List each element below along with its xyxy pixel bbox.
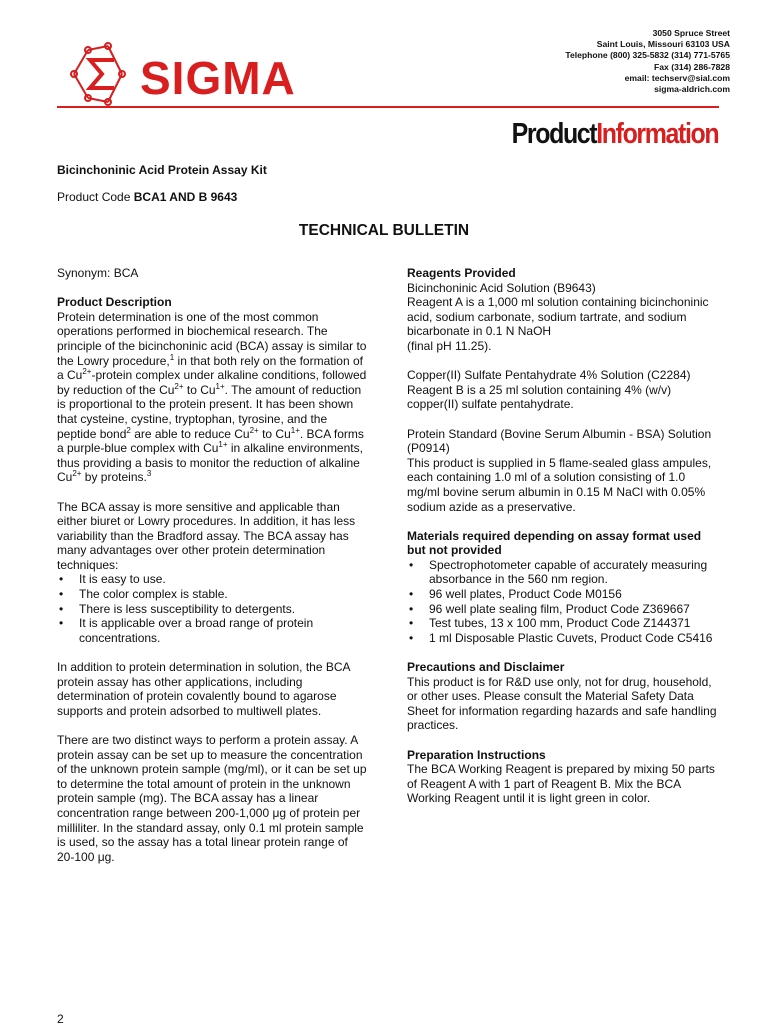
address-line: Saint Louis, Missouri 63103 USA xyxy=(596,39,730,50)
left-column xyxy=(57,266,367,879)
precautions-text: This product is for R&D use only, not for drug, household, or other uses. Please consult the Material Safety Data Sheet for information regarding hazards and safe handling practices. xyxy=(407,674,717,733)
header-divider xyxy=(57,106,719,108)
protein-standard-block: Protein Standard (Bovine Serum Albumin - BSA) Solution (P0914) This product is supplied in 5 flame-sealed glass ampules, each containing 1.0 ml of a solution consisting of 1.0 mg/ml bovine serum albumin in 0.15 M NaCl with 0.05% sodium azide as a preservative. xyxy=(407,426,712,514)
list-item: • 96 well plate sealing film, Product Code Z369667 xyxy=(407,602,719,617)
product-description-text: Protein determination is one of the most common operations performed in biochemical research. The principle of the bicinchoninic acid (BCA) assay is similar to the Lowry procedure,$^1$ in that both rely on the formation of a $Cu^{2+}$-protein complex under alkaline conditions, followed by reduction of the $Cu^{2+}$ to $Cu^{1+}$. The amount of reduction is proportional to the protein present. It has been shown that cysteine, cystine, tryptophan, tyrosine, and the peptide bond$^2$ are able to reduce $Cu^{2+}$ to $Cu^{1+}$. BCA forms a purple-blue complex with $Cu^{1+}$ in alkaline environments, thus providing a basis to monitor the reduction of alkaline $Cu^{2+}$ by proteins.$^3$ xyxy=(57,309,367,485)
sigma-logo xyxy=(68,40,368,110)
right-column xyxy=(407,266,719,821)
list-item: • Test tubes, 13 x 100 mm, Product Code Z144371 xyxy=(407,616,719,631)
list-item: • It is applicable over a broad range of protein concentrations. xyxy=(57,616,367,645)
materials-list xyxy=(407,558,719,646)
brand-wordmark: SIGMA xyxy=(140,52,296,104)
list-item: • 96 well plates, Product Code M0156 xyxy=(407,587,719,602)
materials-heading: Materials required depending on assay format used but not provided xyxy=(407,528,702,558)
bca-solution-block: Bicinchoninic Acid Solution (B9643) Reagent A is a 1,000 ml solution containing bicinchoninic acid, sodium carbonate, sodium tartrate, and sodium bicarbonate in 0.1 N NaOH (final pH 11.25). xyxy=(407,280,709,353)
product-code: Product Code BCA1 AND B 9643 xyxy=(57,190,238,204)
product-information-banner: ProductInformation xyxy=(511,118,718,150)
kit-title: Bicinchoninic Acid Protein Assay Kit xyxy=(57,163,267,177)
address-line: 3050 Spruce Street xyxy=(652,28,730,38)
address-line: Fax (314) 286-7828 xyxy=(654,61,730,72)
list-item: • There is less susceptibility to detergents. xyxy=(57,602,367,617)
assay-types-paragraph: There are two distinct ways to perform a protein assay. A protein assay can be set up to measure the concentration of the unknown protein sample (mg/ml), or it can be set up to determine the total amount of protein in the unknown protein sample (mg). The BCA assay has a linear concentration range between 200-1,000 μg of protein per milliliter. In the standard assay, only 0.1 ml protein sample is used, so the assay has a total linear protein range of 20-100 μg. xyxy=(57,733,367,864)
applications-paragraph: In addition to protein determination in solution, the BCA protein assay has other applications, including determination of protein covalently bound to agarose supports and protein adsorbed to multiwell plates. xyxy=(57,660,350,718)
page-number: 2 xyxy=(57,1012,64,1026)
product-description-heading: Product Description xyxy=(57,295,172,310)
address-line: Telephone (800) 325-5832 (314) 771-5765 xyxy=(565,50,730,61)
address-line: sigma-aldrich.com xyxy=(654,84,730,95)
copper-sulfate-block: Copper(II) Sulfate Pentahydrate 4% Solution (C2284) Reagent B is a 25 ml solution containing 4% (w/v) copper(II) sulfate pentahydrate. xyxy=(407,368,691,412)
technical-bulletin-heading: TECHNICAL BULLETIN xyxy=(298,222,470,239)
address-line: email: techserv@sial.com xyxy=(624,72,730,83)
list-item: • 1 ml Disposable Plastic Cuvets, Product Code C5416 xyxy=(407,631,719,646)
synonym: Synonym: BCA xyxy=(57,266,139,280)
sigma-emblem-icon xyxy=(71,43,125,105)
advantages-list xyxy=(57,572,367,645)
list-item: • It is easy to use. xyxy=(57,572,367,587)
company-address xyxy=(520,28,730,95)
list-item: • Spectrophotometer capable of accurately measuring absorbance in the 560 nm region. xyxy=(407,558,719,587)
advantages-paragraph: The BCA assay is more sensitive and applicable than either biuret or Lowry procedures. In addition, it has less variability than the Bradford assay. The BCA assay has many advantages over other protein determination techniques: xyxy=(57,499,356,572)
reagents-provided-heading: Reagents Provided xyxy=(407,266,516,280)
preparation-heading: Preparation Instructions xyxy=(407,747,546,762)
preparation-text: The BCA Working Reagent is prepared by mixing 50 parts of Reagent A with 1 part of Reagent B. Mix the BCA Working Reagent until it is light green in color. xyxy=(407,762,715,806)
precautions-heading: Precautions and Disclaimer xyxy=(407,660,565,675)
list-item: • The color complex is stable. xyxy=(57,587,367,602)
